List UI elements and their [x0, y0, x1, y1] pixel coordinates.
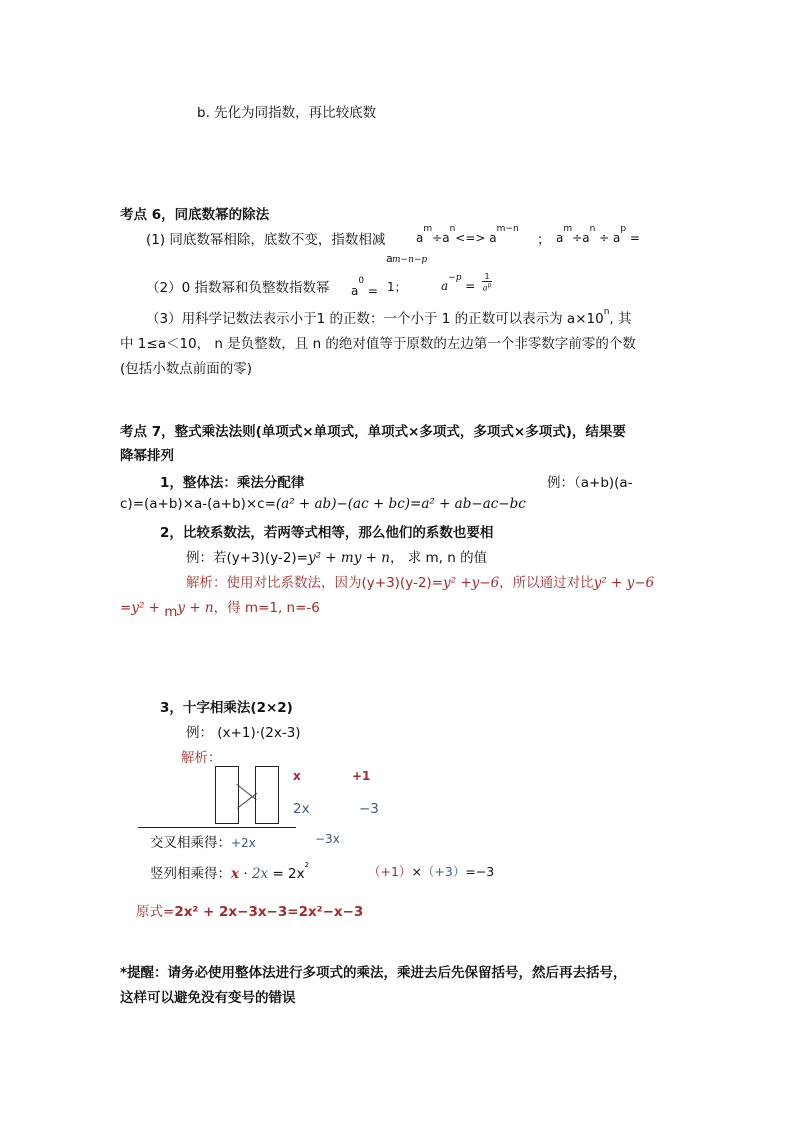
section6-heading: 考点 6，同底数幂的除法	[120, 207, 270, 223]
original-expression: 原式=2x² + 2x−3x−3=2x²−x−3	[136, 904, 364, 920]
column-multiply-constants: （+1）×（+3）=−3	[368, 864, 495, 879]
rule6-3-line1: （3）用科学记数法表示小于1 的正数：一个小于 1 的正数可以表示为 $a\times 10^n$, 其	[146, 306, 632, 327]
rule6-3-line2: 中 1≤a＜10， n 是负整数，且 n 的绝对值等于原数的左边第一个非零数字前零的个数	[120, 336, 636, 352]
rule6-2-negative-power: $a^{-p}$ =	[441, 273, 476, 293]
rule6-2-one: 1；	[387, 280, 407, 294]
cross-box-left	[215, 766, 239, 824]
cross-box-right	[255, 766, 279, 824]
rule6-1-formula2: $a^m\div a^n \div a^p$ =	[556, 224, 640, 245]
tip-line2: 这样可以避免没有变号的错误	[120, 990, 296, 1006]
fraction-denominator: $a^p$	[482, 282, 492, 293]
method2-analysis-line2: =y² + my + n，得 m=1, n=-6	[120, 600, 320, 620]
cross-minus-three: −3	[359, 801, 379, 817]
cross-multiply-result: 交叉相乘得：+2x	[150, 835, 256, 851]
method1-example-label: 例：（a+b)(a-	[547, 475, 633, 491]
method1-title: 1，整体法：乘法分配律	[160, 475, 305, 491]
rule6-1-text: (1) 同底数幂相除，底数不变，指数相减	[146, 232, 386, 248]
rule6-1-separator: ；	[537, 232, 551, 248]
method1-example-line2: c)=(a+b)×a-(a+b)×c=(a² + ab)−(ac + bc)=a² + ab−ac−bc	[120, 496, 526, 512]
cross-plus-one: +1	[352, 769, 371, 783]
rule6-2-zero-power: $a^0$ =	[351, 276, 378, 298]
method3-title: 3，十字相乘法(2×2)	[160, 700, 293, 716]
cross-line-1	[236, 784, 256, 800]
rule6-1-result: a	[386, 252, 393, 265]
cross-2x: 2x	[293, 801, 310, 817]
cross-divider	[138, 827, 296, 828]
rule6-1-result-exponent: m−n−p	[392, 255, 428, 265]
rule6-1-formula1: $a^m\div a^n<=> a^{m-n}$	[416, 224, 519, 245]
section7-heading-line1: 考点 7，整式乘法法则(单项式×单项式，单项式×多项式，多项式×多项式)，结果要	[120, 424, 626, 440]
method2-analysis-line1: 解析：使用对比系数法，因为(y+3)(y-2)=y² +y−6，所以通过对比y² + y−6	[186, 575, 655, 591]
method3-example: 例： (x+1)·(2x-3)	[186, 725, 301, 741]
method-b-text: b. 先化为同指数，再比较底数	[197, 105, 377, 121]
section7-heading-line2: 降幂排列	[120, 448, 174, 464]
rule6-2-fraction	[482, 272, 492, 293]
rule6-3-line3: (包括小数点前面的零)	[120, 361, 253, 377]
rule6-2-text: （2）0 指数幂和负整数指数幂	[146, 280, 330, 296]
column-multiply-result: 竖列相乘得：$x \cdot 2x = 2x^2$	[150, 860, 310, 882]
tip-line1: *提醒：请务必使用整体法进行多项式的乘法，乘进去后先保留括号，然后再去括号，	[120, 965, 627, 981]
method2-example: 例：若(y+3)(y-2)=y² + my + n， 求 m, n 的值	[186, 550, 488, 566]
method3-analysis-label: 解析：	[181, 750, 222, 766]
method2-title: 2，比较系数法，若两等式相等，那么他们的系数也要相	[160, 525, 494, 541]
fraction-numerator: 1	[484, 272, 490, 281]
cross-multiply-val2: −3x	[315, 832, 340, 846]
cross-x: x	[293, 769, 301, 783]
